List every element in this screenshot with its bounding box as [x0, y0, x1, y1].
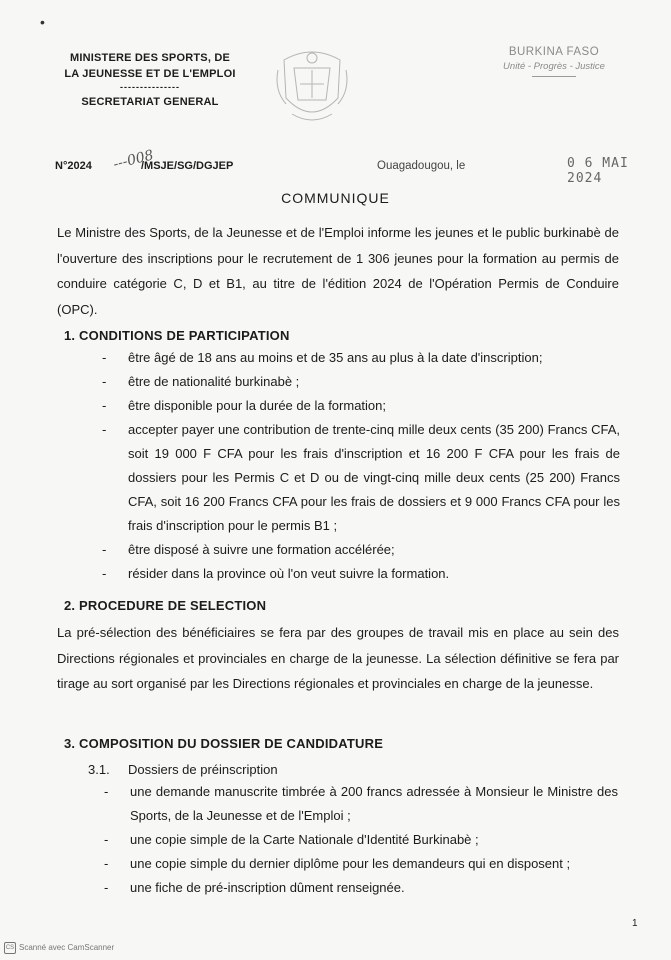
list-item-text: être disposé à suivre une formation accélérée;	[128, 542, 395, 557]
list-item	[104, 876, 618, 900]
list-item	[102, 418, 620, 538]
list-bullet: -	[102, 542, 107, 557]
scan-speck: •	[40, 14, 45, 30]
list-item-text: une copie simple du dernier diplôme pour les demandeurs qui en disposent ;	[130, 856, 571, 871]
secretariat-name: SECRETARIAT GENERAL	[81, 96, 219, 108]
list-bullet: -	[102, 422, 107, 437]
list-item-text: une demande manuscrite timbrée à 200 francs adressée à Monsieur le Ministre des Sports, de la Jeunesse et de l'Emploi ;	[130, 784, 618, 823]
country-name: BURKINA FASO	[508, 46, 600, 58]
list-item	[102, 538, 620, 562]
list-item-text: être disponible pour la durée de la formation;	[128, 398, 386, 413]
list-item	[102, 346, 620, 370]
coat-of-arms-icon	[272, 40, 352, 132]
reference-suffix: /MSJE/SG/DGJEP	[141, 160, 234, 172]
reference-number-prefix: N°2024	[55, 160, 92, 172]
scanner-watermark-text: Scanné avec CamScanner	[19, 943, 115, 953]
list-item	[104, 780, 618, 828]
list-item-text: une copie simple de la Carte Nationale d'Identité Burkinabè ;	[130, 832, 479, 847]
document-title: COMMUNIQUE	[281, 190, 390, 206]
list-item	[104, 852, 618, 876]
list-bullet: -	[104, 784, 109, 799]
ministry-separator: ---------------	[120, 82, 180, 92]
list-item	[102, 562, 620, 586]
section1-heading: 1. CONDITIONS DE PARTICIPATION	[64, 328, 290, 343]
list-item	[104, 828, 618, 852]
ministry-name-line1: MINISTERE DES SPORTS, DE	[69, 52, 231, 64]
list-item-text: être de nationalité burkinabè ;	[128, 374, 300, 389]
intro-paragraph: Le Ministre des Sports, de la Jeunesse et de l'Emploi informe les jeunes et le public burkinabè de l'ouverture des inscriptions pour le recrutement de 1 306 jeunes pour la formation au permis de conduire catégorie C, D et B1, au titre de l'édition 2024 de l'Opération Permis de Conduire (OPC).	[57, 225, 619, 317]
list-item	[102, 370, 620, 394]
conditions-list	[102, 346, 620, 586]
list-item-text: accepter payer une contribution de trente-cinq mille deux cents (35 200) Francs CFA, soit 19 000 F CFA pour les frais d'inscription et 16 200 F CFA pour les frais de dossiers pour les Permis C et D ou de vingt-cinq mille deux cents (25 200) Francs CFA, soit 16 200 Francs CFA pour les frais de dossiers et 9 000 Francs CFA pour les frais d'inscription pour le permis B1 ;	[128, 422, 620, 533]
list-bullet: -	[104, 856, 109, 871]
section2-heading: 2. PROCEDURE DE SELECTION	[64, 598, 267, 613]
list-bullet: -	[102, 374, 107, 389]
list-item-text: être âgé de 18 ans au moins et de 35 ans au plus à la date d'inscription;	[128, 350, 543, 365]
motto-underline	[532, 76, 576, 77]
country-header	[478, 44, 630, 77]
scanner-watermark	[4, 942, 114, 954]
list-item-text: résider dans la province où l'on veut suivre la formation.	[128, 566, 450, 581]
list-bullet: -	[102, 350, 107, 365]
list-bullet: -	[102, 398, 107, 413]
ministry-header	[50, 50, 250, 110]
ministry-name-line2: LA JEUNESSE ET DE L'EMPLOI	[64, 68, 236, 80]
subsection-3-1-heading	[88, 762, 278, 777]
country-motto: Unité - Progrès - Justice	[503, 61, 605, 72]
list-bullet: -	[104, 880, 109, 895]
section3-heading: 3. COMPOSITION DU DOSSIER DE CANDIDATURE	[64, 736, 384, 751]
list-bullet: -	[104, 832, 109, 847]
reference-line	[55, 147, 645, 186]
date-stamp: 0 6 MAI 2024	[567, 156, 629, 186]
camscanner-logo-icon: CS	[4, 942, 16, 954]
page-number: 1	[632, 918, 638, 929]
list-bullet: -	[102, 566, 107, 581]
list-item	[102, 394, 620, 418]
selection-procedure-paragraph: La pré-sélection des bénéficiaires se fera par des groupes de travail mis en place au sein des Directions régionales et provinciales en charge de la jeunesse. La sélection définitive se fera par tirage au sort organisé par les Directions régionales et provinciales en charge de la jeunesse.	[57, 625, 619, 691]
preinscription-documents-list	[104, 780, 618, 900]
subsection-number: 3.1.	[88, 762, 110, 777]
place-and-date-label: Ouagadougou, le	[377, 160, 466, 172]
subsection-title: Dossiers de préinscription	[128, 762, 278, 777]
list-item-text: une fiche de pré-inscription dûment renseignée.	[130, 880, 405, 895]
handwritten-reference-number: ---008	[111, 147, 156, 173]
